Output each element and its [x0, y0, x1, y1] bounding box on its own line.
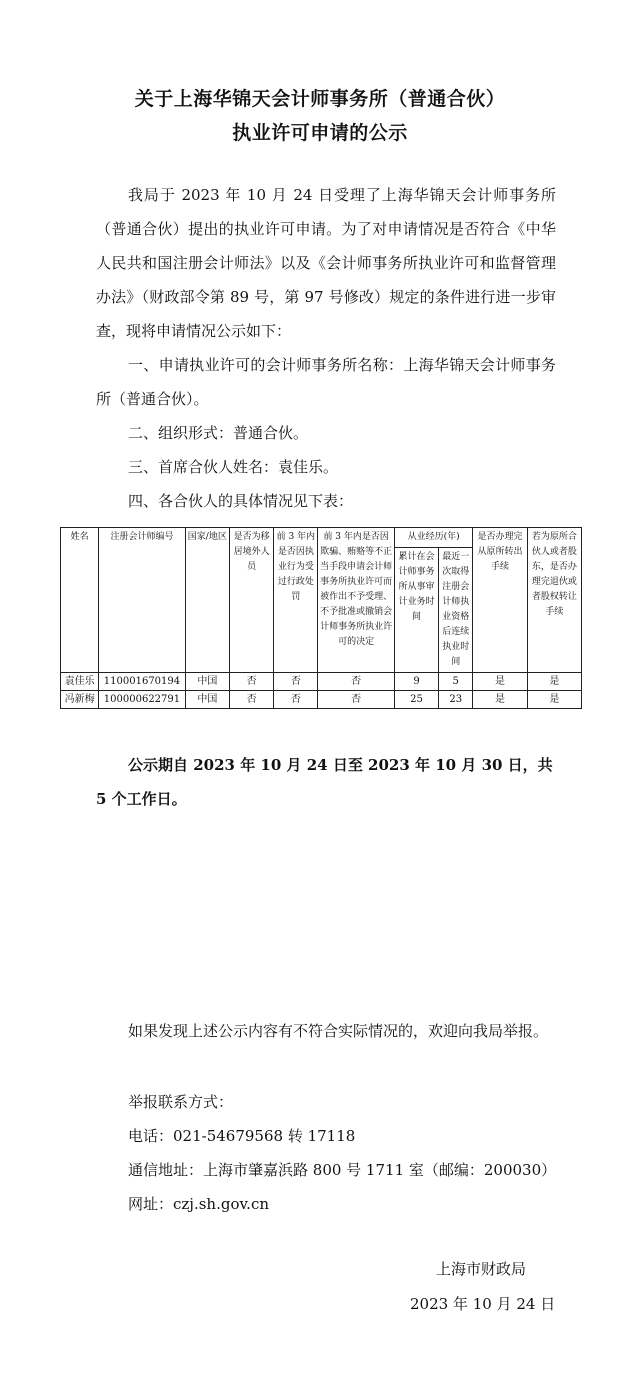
header-exp-recent: 最近一次取得注册会计师执业资格后连续执业时间 — [439, 548, 473, 673]
cell-exp-recent: 5 — [439, 673, 473, 691]
header-transfer-done: 是否办理完从原所转出手续 — [473, 528, 527, 673]
signature-date: 2023 年 10 月 24 日 — [410, 1295, 556, 1313]
title-line-1: 关于上海华锦天会计师事务所（普通合伙） — [134, 88, 506, 110]
cell-exit: 是 — [527, 691, 581, 709]
cell-cpa-number: 110001670194 — [99, 673, 185, 691]
cell-exp-recent: 23 — [439, 691, 473, 709]
cell-region: 中国 — [185, 691, 229, 709]
header-region: 国家/地区 — [185, 528, 229, 673]
contact-phone: 电话：021-54679568 转 17118 — [128, 1127, 356, 1145]
cell-penalty: 否 — [274, 691, 318, 709]
cell-exp-total: 25 — [394, 691, 438, 709]
contact-address: 通信地址：上海市肇嘉浜路 800 号 1711 室（邮编：200030） — [128, 1161, 557, 1179]
cell-transfer: 是 — [473, 673, 527, 691]
header-experience: 从业经历(年) — [394, 528, 472, 548]
cell-fraud: 否 — [318, 691, 394, 709]
cell-transfer: 是 — [473, 691, 527, 709]
signature-org: 上海市财政局 — [436, 1260, 527, 1278]
cell-name: 袁佳乐 — [61, 673, 99, 691]
cell-foreign: 否 — [229, 673, 273, 691]
table-row — [61, 673, 582, 691]
cell-name: 冯新梅 — [61, 691, 99, 709]
intro-paragraph: 我局于 2023 年 10 月 24 日受理了上海华锦天会计师事务所（普通合伙）提出的执业许可申请。为了对申请情况是否符合《中华人民共和国注册会计师法》以及《会计师事务所执业许可和监督管理办法》（财政部令第 89 号，第 97 号修改）规定的条件进行进一步审查，现将申请情况公示如下： — [96, 186, 556, 340]
cell-foreign: 否 — [229, 691, 273, 709]
cell-exp-total: 9 — [394, 673, 438, 691]
report-invitation: 如果发现上述公示内容有不符合实际情况的，欢迎向我局举报。 — [128, 1022, 549, 1040]
cell-penalty: 否 — [274, 673, 318, 691]
header-exit-done: 若为原所合伙人或者股东，是否办理完退伙或者股权转让手续 — [527, 528, 581, 673]
table-header-row — [61, 528, 582, 548]
table-row — [61, 691, 582, 709]
header-admin-penalty: 前 3 年内是否因执业行为受过行政处罚 — [274, 528, 318, 673]
header-foreign-resident: 是否为移居境外人员 — [229, 528, 273, 673]
contact-website: 网址：czj.sh.gov.cn — [128, 1195, 270, 1213]
cell-cpa-number: 100000622791 — [99, 691, 185, 709]
header-fraud-decision: 前 3 年内是否因欺骗、贿赂等不正当手段申请会计师事务所执业许可而被作出不予受理、不予批准或撤销会计师事务所执业许可的决定 — [318, 528, 394, 673]
header-exp-total: 累计在会计师事务所从事审计业务时间 — [394, 548, 438, 673]
cell-region: 中国 — [185, 673, 229, 691]
partners-table — [60, 527, 582, 709]
item-org-form: 二、组织形式：普通合伙。 — [128, 424, 309, 442]
publicity-period: 公示期自 2023 年 10 月 24 日至 2023 年 10 月 30 日，共 5 个工作日。 — [96, 756, 553, 808]
cell-fraud: 否 — [318, 673, 394, 691]
header-name: 姓名 — [61, 528, 99, 673]
title-line-2: 执业许可申请的公示 — [232, 122, 408, 144]
cell-exit: 是 — [527, 673, 581, 691]
contact-heading: 举报联系方式： — [128, 1093, 234, 1111]
item-firm-name: 一、申请执业许可的会计师事务所名称：上海华锦天会计师事务所（普通合伙）。 — [96, 356, 556, 408]
header-cpa-number: 注册会计师编号 — [99, 528, 185, 673]
item-chief-partner: 三、首席合伙人姓名：袁佳乐。 — [128, 458, 339, 476]
item-partners-table-intro: 四、各合伙人的具体情况见下表： — [128, 492, 354, 510]
